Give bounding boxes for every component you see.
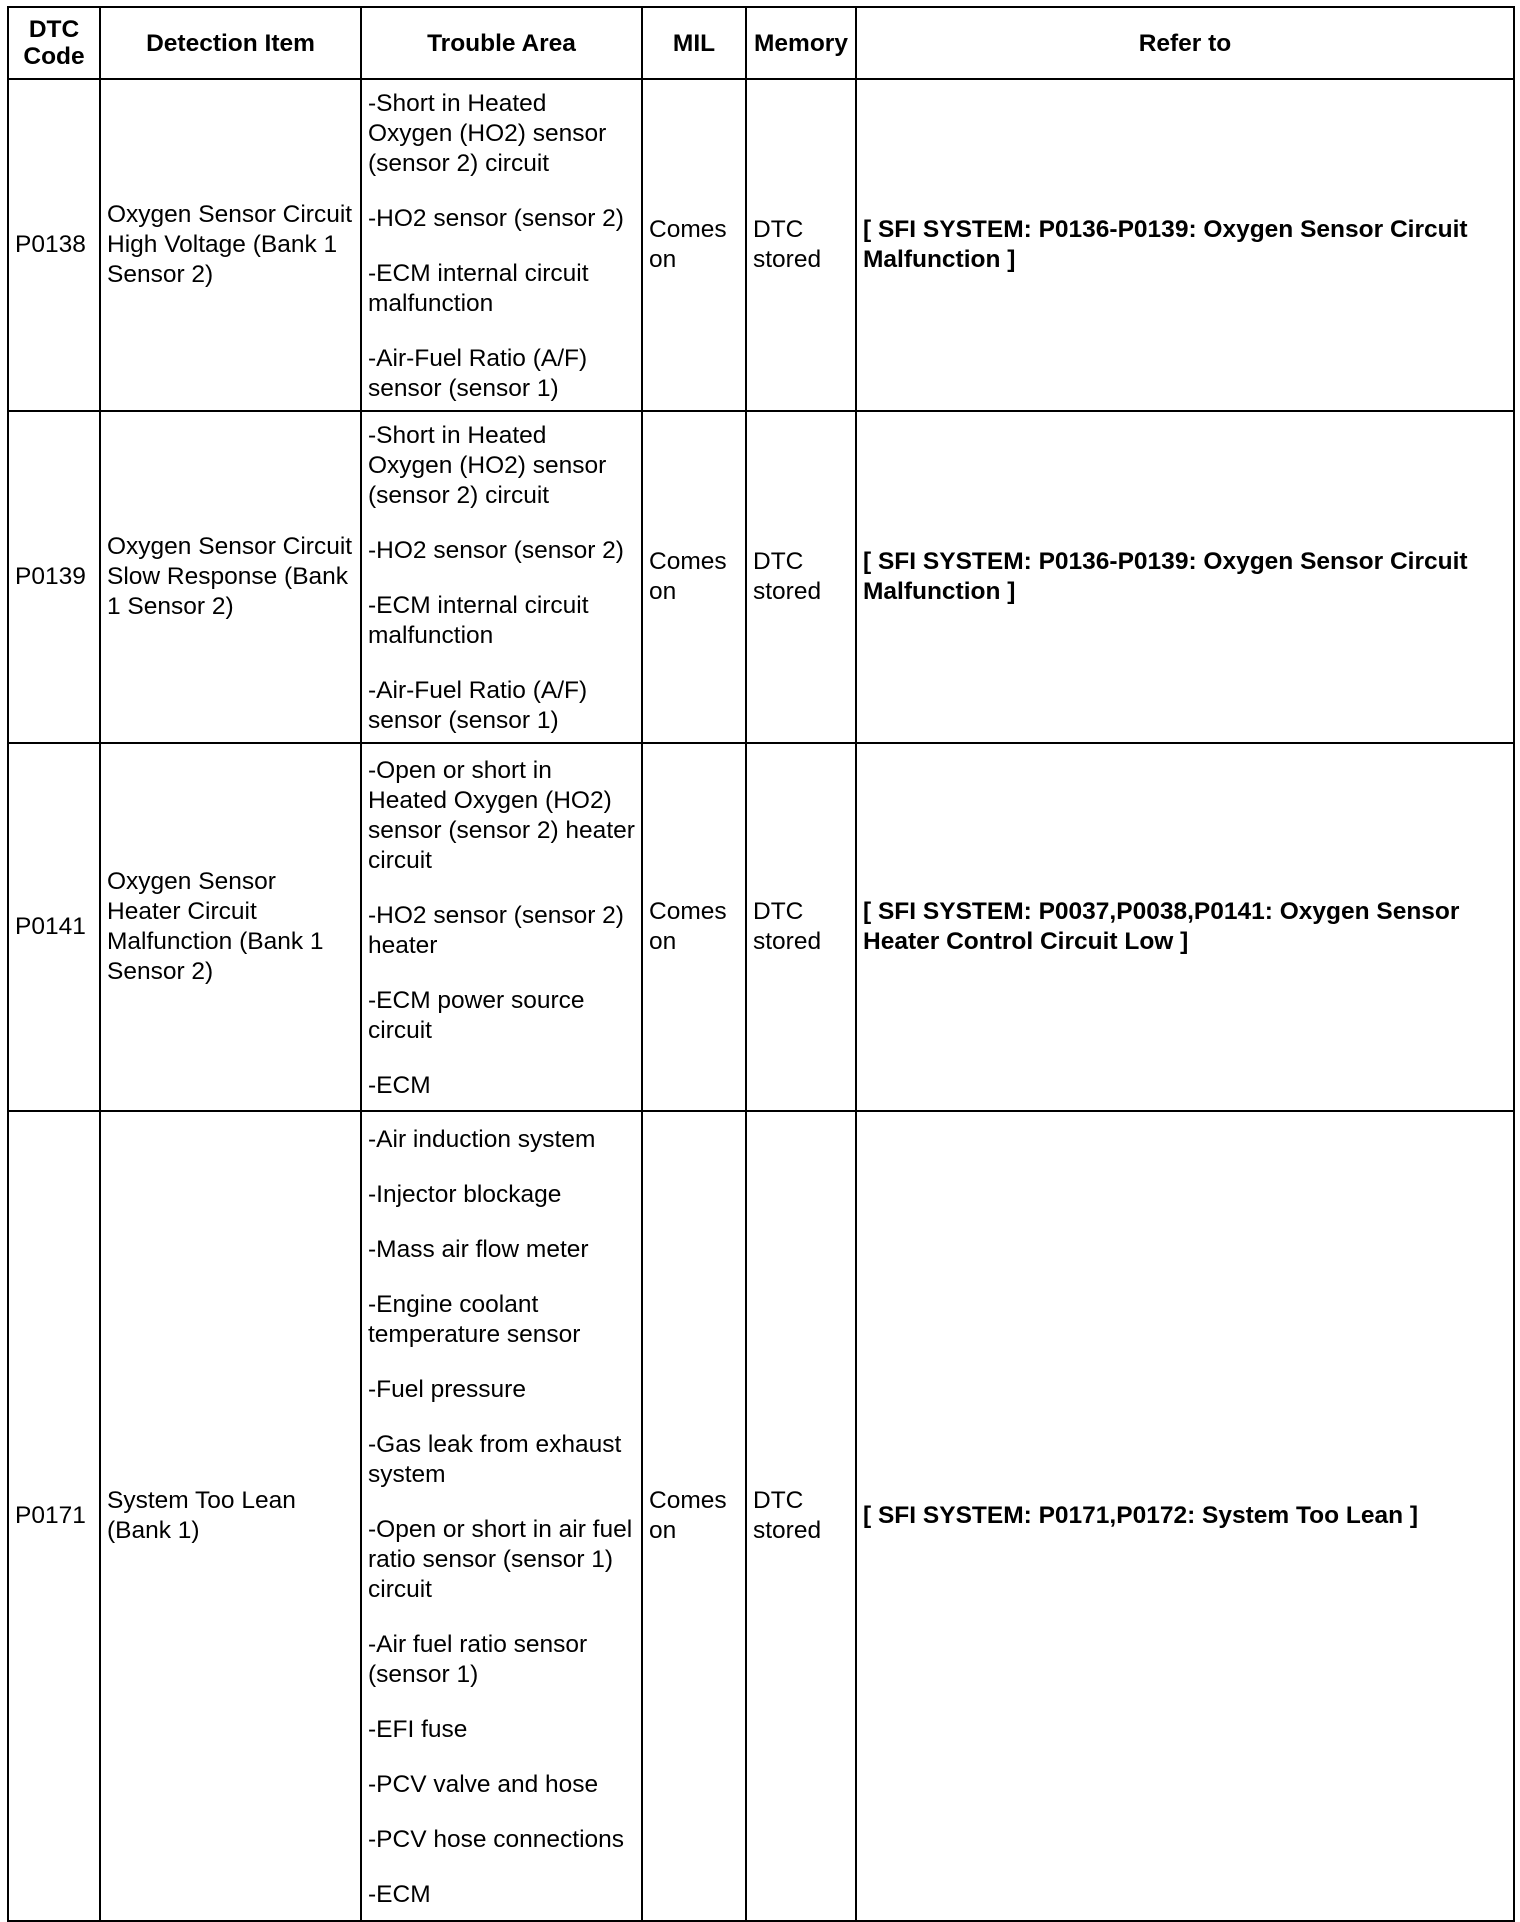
trouble-area-item: -Gas leak from exhaust system: [368, 1430, 622, 1488]
dtc-code-cell: P0141: [8, 743, 100, 1111]
header-dtc-code: DTC Code: [8, 7, 100, 79]
dtc-code-cell: P0171: [8, 1111, 100, 1921]
header-detection-item: Detection Item: [100, 7, 361, 79]
header-memory: Memory: [746, 7, 856, 79]
trouble-area-item: -HO2 sensor (sensor 2) heater: [368, 901, 624, 959]
trouble-area-item: -Air-Fuel Ratio (A/F) sensor (sensor 1): [368, 344, 588, 402]
table-row: [8, 743, 1514, 1111]
trouble-area-item: -PCV valve and hose: [368, 1770, 599, 1798]
dtc-code-cell: P0138: [8, 79, 100, 411]
refer-to-cell: [ SFI SYSTEM: P0136-P0139: Oxygen Sensor Circuit Malfunction ]: [856, 411, 1514, 743]
mil-cell: Comes on: [642, 743, 746, 1111]
trouble-area-item: -Fuel pressure: [368, 1375, 526, 1403]
trouble-area-item: -ECM: [368, 1880, 431, 1908]
trouble-area-item: -HO2 sensor (sensor 2): [368, 536, 624, 564]
memory-cell: DTC stored: [746, 743, 856, 1111]
mil-cell: Comes on: [642, 1111, 746, 1921]
mil-cell: Comes on: [642, 411, 746, 743]
trouble-area-item: -PCV hose connections: [368, 1825, 625, 1853]
trouble-area-item: -Open or short in Heated Oxygen (HO2) sensor (sensor 2) heater circuit: [368, 756, 635, 874]
trouble-area-item: -Open or short in air fuel ratio sensor (sensor 1) circuit: [368, 1515, 633, 1603]
trouble-area-item: -EFI fuse: [368, 1715, 468, 1743]
trouble-area-cell: [361, 1111, 642, 1921]
refer-to-cell: [ SFI SYSTEM: P0037,P0038,P0141: Oxygen Sensor Heater Control Circuit Low ]: [856, 743, 1514, 1111]
header-row: [8, 7, 1514, 79]
mil-cell: Comes on: [642, 79, 746, 411]
table-row: [8, 1111, 1514, 1921]
trouble-area-cell: [361, 79, 642, 411]
trouble-area-item: -Air fuel ratio sensor (sensor 1): [368, 1630, 588, 1688]
trouble-area-item: -ECM power source circuit: [368, 986, 585, 1044]
memory-cell: DTC stored: [746, 411, 856, 743]
trouble-area-item: -Air induction system: [368, 1125, 596, 1153]
memory-cell: DTC stored: [746, 79, 856, 411]
header-refer-to: Refer to: [856, 7, 1514, 79]
trouble-area-item: -Short in Heated Oxygen (HO2) sensor (sensor 2) circuit: [368, 421, 607, 509]
trouble-area-item: -HO2 sensor (sensor 2): [368, 204, 624, 232]
trouble-area-item: -Short in Heated Oxygen (HO2) sensor (sensor 2) circuit: [368, 89, 607, 177]
table-row: [8, 411, 1514, 743]
header-mil: MIL: [642, 7, 746, 79]
trouble-area-item: -ECM internal circuit malfunction: [368, 259, 589, 317]
detection-item-cell: Oxygen Sensor Heater Circuit Malfunction (Bank 1 Sensor 2): [100, 743, 361, 1111]
detection-item-cell: Oxygen Sensor Circuit Slow Response (Bank 1 Sensor 2): [100, 411, 361, 743]
trouble-area-item: -Engine coolant temperature sensor: [368, 1290, 581, 1348]
refer-to-cell: [ SFI SYSTEM: P0171,P0172: System Too Lean ]: [856, 1111, 1514, 1921]
trouble-area-item: -Mass air flow meter: [368, 1235, 589, 1263]
trouble-area-item: -Air-Fuel Ratio (A/F) sensor (sensor 1): [368, 676, 588, 734]
detection-item-cell: System Too Lean (Bank 1): [100, 1111, 361, 1921]
trouble-area-item: -ECM internal circuit malfunction: [368, 591, 589, 649]
memory-cell: DTC stored: [746, 1111, 856, 1921]
trouble-area-cell: [361, 411, 642, 743]
trouble-area-cell: [361, 743, 642, 1111]
trouble-area-item: -ECM: [368, 1071, 431, 1099]
table-row: [8, 79, 1514, 411]
dtc-code-cell: P0139: [8, 411, 100, 743]
detection-item-cell: Oxygen Sensor Circuit High Voltage (Bank 1 Sensor 2): [100, 79, 361, 411]
header-trouble-area: Trouble Area: [361, 7, 642, 79]
trouble-area-item: -Injector blockage: [368, 1180, 562, 1208]
refer-to-cell: [ SFI SYSTEM: P0136-P0139: Oxygen Sensor Circuit Malfunction ]: [856, 79, 1514, 411]
dtc-table: [7, 6, 1515, 1922]
